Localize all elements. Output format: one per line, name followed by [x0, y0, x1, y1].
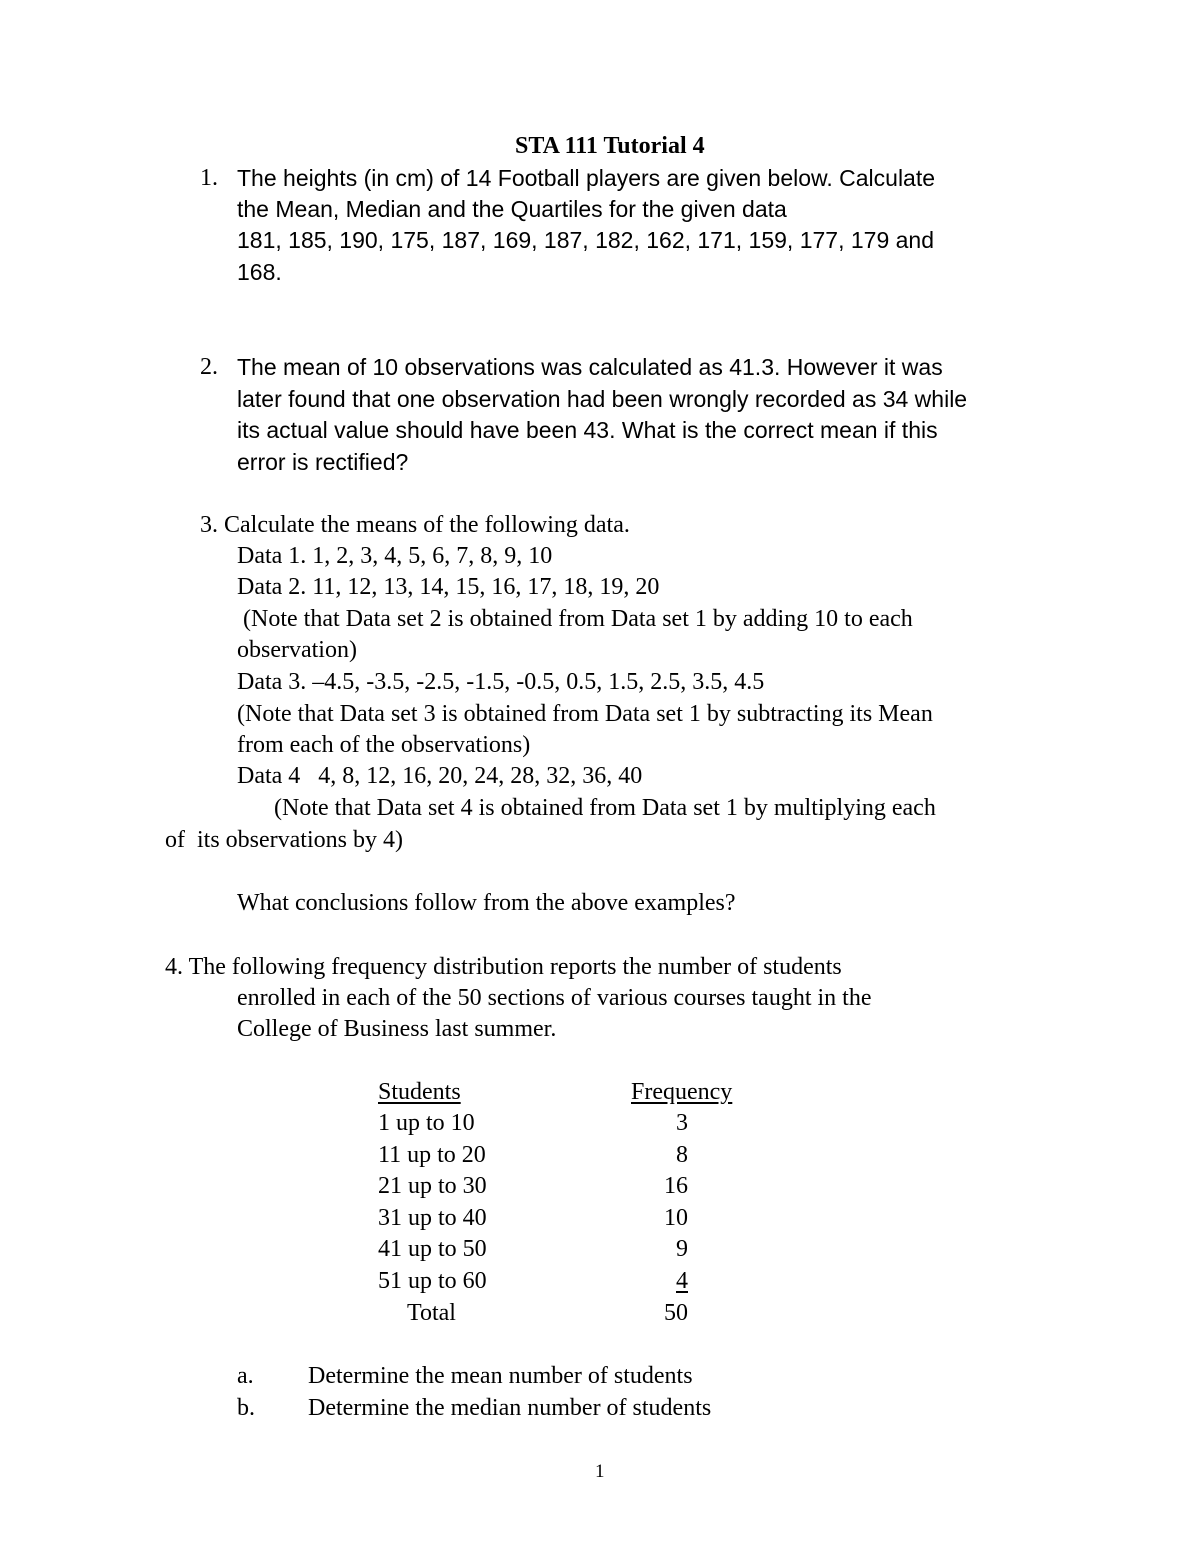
- page-title: STA 111 Tutorial 4: [515, 133, 705, 159]
- q1-number: 1.: [200, 165, 218, 191]
- q3-data-3: Data 3. –4.5, -3.5, -2.5, -1.5, -0.5, 0.5, 1.5, 2.5, 3.5, 4.5: [237, 669, 765, 695]
- q3-data-4: Data 4 4, 8, 12, 16, 20, 24, 28, 32, 36, 40: [237, 763, 643, 789]
- q1-data-line: 181, 185, 190, 175, 187, 169, 187, 182, 162, 171, 159, 177, 179 and: [237, 227, 934, 253]
- table-cell-frequency: 9: [676, 1236, 688, 1262]
- table-cell-students: 51 up to 60: [378, 1268, 487, 1294]
- q4-text-line: College of Business last summer.: [237, 1016, 557, 1042]
- q1-text-line: The heights (in cm) of 14 Football players are given below. Calculate: [237, 165, 936, 191]
- table-header-frequency: Frequency: [631, 1079, 733, 1105]
- table-cell-frequency: 10: [664, 1205, 688, 1231]
- table-total-label: Total: [407, 1300, 456, 1326]
- q3-note-2: (Note that Data set 2 is obtained from Data set 1 by adding 10 to each: [237, 606, 913, 632]
- q3-note-3: (Note that Data set 3 is obtained from Data set 1 by subtracting its Mean: [237, 701, 933, 727]
- q3-note-4-cont: of its observations by 4): [165, 827, 403, 853]
- q3-heading: 3. Calculate the means of the following data.: [200, 512, 630, 538]
- q3-data-1: Data 1. 1, 2, 3, 4, 5, 6, 7, 8, 9, 10: [237, 543, 553, 569]
- q3-conclusion-question: What conclusions follow from the above examples?: [237, 890, 736, 916]
- table-cell-students: 31 up to 40: [378, 1205, 487, 1231]
- table-cell-frequency: 16: [664, 1173, 688, 1199]
- table-header-students: Students: [378, 1079, 461, 1105]
- q4-text-line: enrolled in each of the 50 sections of various courses taught in the: [237, 985, 872, 1011]
- q1-data-line: 168.: [237, 259, 282, 285]
- q3-note-2-cont: observation): [237, 637, 357, 663]
- q2-text-line: its actual value should have been 43. What is the correct mean if this: [237, 417, 938, 443]
- q4-part-text: Determine the mean number of students: [308, 1363, 693, 1389]
- q4-part-text: Determine the median number of students: [308, 1395, 712, 1421]
- page-number: 1: [595, 1461, 605, 1482]
- table-total-value: 50: [664, 1300, 688, 1326]
- q1-text-line: the Mean, Median and the Quartiles for the given data: [237, 196, 787, 222]
- table-cell-frequency: 4: [676, 1268, 688, 1294]
- q2-text-line: later found that one observation had been wrongly recorded as 34 while: [237, 386, 968, 412]
- table-cell-frequency: 3: [676, 1110, 688, 1136]
- q2-text-line: The mean of 10 observations was calculated as 41.3. However it was: [237, 354, 943, 380]
- q4-part-label: a.: [237, 1363, 254, 1389]
- table-cell-students: 1 up to 10: [378, 1110, 475, 1136]
- table-cell-frequency: 8: [676, 1142, 688, 1168]
- q2-text-line: error is rectified?: [237, 449, 409, 475]
- table-cell-students: 41 up to 50: [378, 1236, 487, 1262]
- q3-data-2: Data 2. 11, 12, 13, 14, 15, 16, 17, 18, 19, 20: [237, 574, 660, 600]
- table-cell-students: 21 up to 30: [378, 1173, 487, 1199]
- q4-text-line: 4. The following frequency distribution reports the number of students: [165, 954, 842, 980]
- q4-part-label: b.: [237, 1395, 255, 1421]
- q3-note-3-cont: from each of the observations): [237, 732, 531, 758]
- q3-note-4: (Note that Data set 4 is obtained from Data set 1 by multiplying each: [274, 795, 936, 821]
- table-cell-students: 11 up to 20: [378, 1142, 486, 1168]
- q2-number: 2.: [200, 354, 218, 380]
